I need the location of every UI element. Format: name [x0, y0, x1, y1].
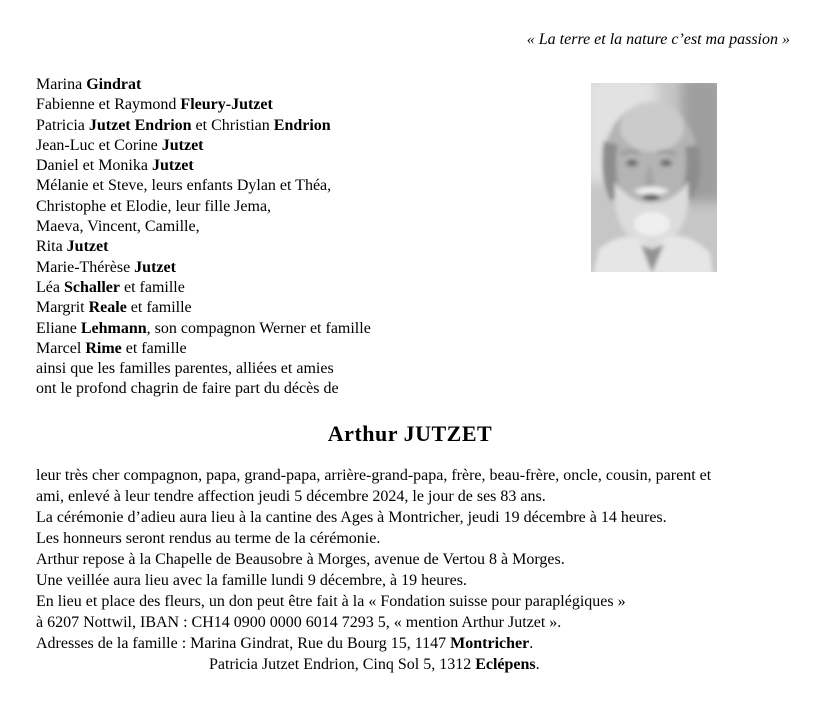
text-line: Arthur repose à la Chapelle de Beausobre à Morges, avenue de Vertou 8 à Morges.: [36, 551, 565, 568]
portrait-forehead: [620, 102, 684, 152]
text-line: Fabienne et Raymond Fleury-Jutzet: [36, 96, 273, 114]
text-line: Daniel et Monika Jutzet: [36, 157, 194, 175]
text-line: Marina Gindrat: [36, 76, 142, 93]
portrait-eye-left: [626, 160, 638, 167]
text-line: Maeva, Vincent, Camille,: [36, 218, 200, 236]
text-line: Marie-Thérèse Jutzet: [36, 258, 176, 276]
text-line: Margrit Reale et famille: [36, 299, 192, 317]
text-line: ami, enlevé à leur tendre affection jeudi 5 décembre 2024, le jour de ses 83 ans.: [36, 488, 546, 505]
portrait-chin-highlight: [634, 212, 670, 236]
text-line: Christophe et Elodie, leur fille Jema,: [36, 197, 272, 215]
text-line: ainsi que les familles parentes, alliées et amies: [36, 360, 334, 378]
text-line: Rita Jutzet: [36, 238, 109, 256]
announcement-body: [36, 465, 796, 675]
deceased-name: Arthur JUTZET: [327, 421, 493, 446]
text-line: leur très cher compagnon, papa, grand-papa, arrière-grand-papa, frère, beau-frère, oncle, cousin, parent et: [36, 467, 712, 484]
text-line: Adresses de la famille : Marina Gindrat, Rue du Bourg 15, 1147 Montricher.: [36, 635, 534, 652]
text-line: La cérémonie d’adieu aura lieu à la cantine des Ages à Montricher, jeudi 19 décembre à 14 heures.: [36, 509, 667, 526]
text-line: à 6207 Nottwil, IBAN : CH14 0900 0000 6014 7293 5, « mention Arthur Jutzet ».: [36, 614, 562, 631]
text-line: Jean-Luc et Corine Jutzet: [36, 136, 204, 154]
portrait-illustration: [591, 83, 717, 272]
epigraph-quote: « La terre et la nature c’est ma passion »: [526, 31, 790, 48]
text-line: Mélanie et Steve, leurs enfants Dylan et Théa,: [36, 177, 332, 195]
text-line: Eliane Lehmann, son compagnon Werner et famille: [36, 319, 371, 337]
text-line: ont le profond chagrin de faire part du décès de: [36, 380, 339, 398]
text-line: Patricia Jutzet Endrion, Cinq Sol 5, 1312 Eclépens.: [209, 656, 540, 673]
text-line: Patricia Jutzet Endrion et Christian Endrion: [36, 116, 331, 134]
text-line: Les honneurs seront rendus au terme de la cérémonie.: [36, 530, 381, 547]
family-names-list: [36, 75, 371, 400]
text-line: Une veillée aura lieu avec la famille lundi 9 décembre, à 19 heures.: [36, 572, 467, 589]
text-line: Marcel Rime et famille: [36, 339, 187, 357]
portrait-mouth: [642, 194, 660, 200]
text-line: Léa Schaller et famille: [36, 278, 185, 296]
portrait-eye-right: [660, 160, 672, 167]
portrait-photo: [591, 83, 717, 272]
text-line: En lieu et place des fleurs, un don peut être fait à la « Fondation suisse pour paraplégiques »: [36, 593, 626, 610]
